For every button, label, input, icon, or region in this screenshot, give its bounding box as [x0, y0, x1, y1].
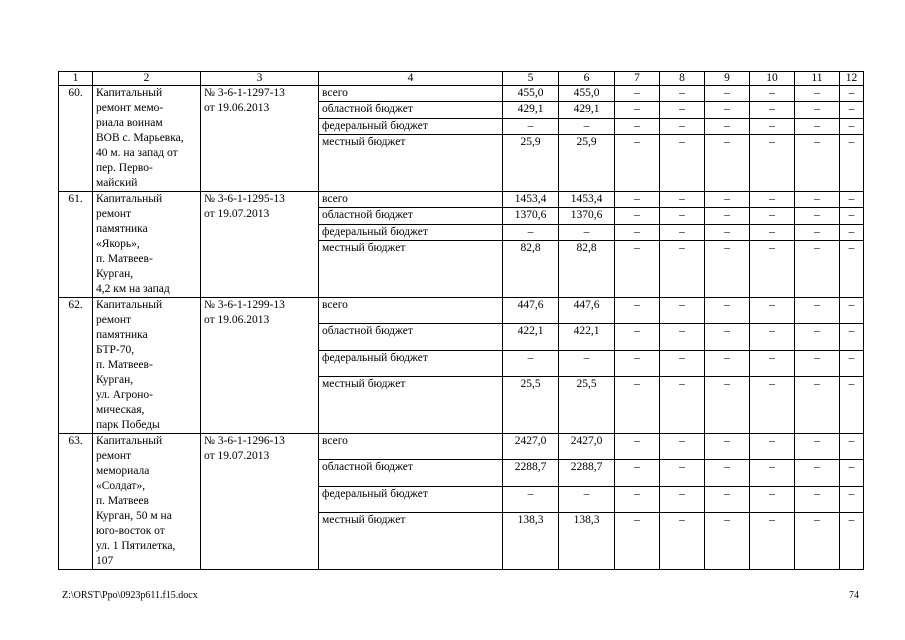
dash-cell: – — [750, 486, 795, 512]
amount-cell: 1370,6 — [559, 208, 615, 224]
dash-cell: – — [660, 513, 705, 570]
dash-cell: – — [615, 192, 660, 208]
amount-cell: 25,9 — [559, 135, 615, 192]
dash-cell: – — [705, 350, 750, 376]
dash-cell: – — [795, 377, 840, 434]
dash-cell: – — [795, 118, 840, 134]
dash-cell: – — [840, 377, 864, 434]
col-header: 8 — [660, 72, 705, 86]
dash-cell: – — [705, 102, 750, 118]
col-header: 4 — [319, 72, 503, 86]
amount-cell: 429,1 — [503, 102, 559, 118]
budget-label: областной бюджет — [319, 102, 503, 118]
amount-cell: – — [559, 486, 615, 512]
dash-cell: – — [705, 460, 750, 486]
budget-label: областной бюджет — [319, 324, 503, 350]
amount-cell: 422,1 — [503, 324, 559, 350]
dash-cell: – — [615, 486, 660, 512]
page-number: 74 — [849, 590, 859, 601]
dash-cell: – — [840, 324, 864, 350]
dash-cell: – — [705, 135, 750, 192]
amount-cell: 25,9 — [503, 135, 559, 192]
dash-cell: – — [795, 102, 840, 118]
amount-cell: 82,8 — [503, 241, 559, 298]
col-header: 10 — [750, 72, 795, 86]
amount-cell: 1453,4 — [503, 192, 559, 208]
dash-cell: – — [660, 102, 705, 118]
table-row — [59, 192, 864, 208]
amount-cell: – — [559, 350, 615, 376]
dash-cell: – — [615, 86, 660, 102]
dash-cell: – — [795, 324, 840, 350]
dash-cell: – — [660, 460, 705, 486]
dash-cell: – — [660, 377, 705, 434]
budget-label: всего — [319, 86, 503, 102]
dash-cell: – — [705, 86, 750, 102]
dash-cell: – — [660, 434, 705, 460]
dash-cell: – — [615, 434, 660, 460]
amount-cell: 2427,0 — [559, 434, 615, 460]
dash-cell: – — [660, 298, 705, 324]
header-row — [59, 72, 864, 86]
dash-cell: – — [795, 350, 840, 376]
col-header: 3 — [201, 72, 319, 86]
amount-cell: 2427,0 — [503, 434, 559, 460]
footer-file-path: Z:\ORST\Ppo\0923p611.f15.docx — [62, 590, 198, 601]
dash-cell: – — [660, 192, 705, 208]
dash-cell: – — [750, 118, 795, 134]
dash-cell: – — [750, 324, 795, 350]
document-reference: № 3-6-1-1296-13 от 19.07.2013 — [201, 434, 319, 570]
dash-cell: – — [840, 224, 864, 240]
dash-cell: – — [795, 298, 840, 324]
amount-cell: 422,1 — [559, 324, 615, 350]
dash-cell: – — [660, 486, 705, 512]
dash-cell: – — [615, 118, 660, 134]
dash-cell: – — [840, 192, 864, 208]
dash-cell: – — [750, 377, 795, 434]
dash-cell: – — [795, 513, 840, 570]
dash-cell: – — [795, 434, 840, 460]
amount-cell: 1370,6 — [503, 208, 559, 224]
budget-label: всего — [319, 192, 503, 208]
dash-cell: – — [615, 102, 660, 118]
dash-cell: – — [840, 298, 864, 324]
dash-cell: – — [615, 377, 660, 434]
dash-cell: – — [840, 135, 864, 192]
col-header: 1 — [59, 72, 93, 86]
dash-cell: – — [660, 135, 705, 192]
budget-label: местный бюджет — [319, 513, 503, 570]
dash-cell: – — [660, 224, 705, 240]
amount-cell: 25,5 — [503, 377, 559, 434]
amount-cell: 2288,7 — [559, 460, 615, 486]
dash-cell: – — [705, 486, 750, 512]
dash-cell: – — [705, 377, 750, 434]
dash-cell: – — [615, 324, 660, 350]
table-row — [59, 434, 864, 460]
dash-cell: – — [705, 224, 750, 240]
dash-cell: – — [705, 513, 750, 570]
dash-cell: – — [705, 434, 750, 460]
dash-cell: – — [750, 298, 795, 324]
dash-cell: – — [750, 135, 795, 192]
dash-cell: – — [795, 135, 840, 192]
budget-table — [58, 71, 864, 570]
dash-cell: – — [615, 241, 660, 298]
row-number: 61. — [59, 192, 93, 298]
document-reference: № 3-6-1-1295-13 от 19.07.2013 — [201, 192, 319, 298]
budget-label: федеральный бюджет — [319, 224, 503, 240]
dash-cell: – — [705, 118, 750, 134]
budget-label: федеральный бюджет — [319, 350, 503, 376]
dash-cell: – — [750, 434, 795, 460]
dash-cell: – — [840, 118, 864, 134]
row-number: 62. — [59, 298, 93, 434]
dash-cell: – — [750, 86, 795, 102]
amount-cell: 455,0 — [503, 86, 559, 102]
budget-label: всего — [319, 434, 503, 460]
budget-label: федеральный бюджет — [319, 486, 503, 512]
document-reference: № 3-6-1-1299-13 от 19.06.2013 — [201, 298, 319, 434]
row-number: 60. — [59, 86, 93, 192]
amount-cell: 138,3 — [503, 513, 559, 570]
dash-cell: – — [795, 486, 840, 512]
object-name: Капитальный ремонт памятника БТР-70, п. Матвеев- Курган, ул. Агроно- мическая, парк Победы — [93, 298, 201, 434]
col-header: 7 — [615, 72, 660, 86]
dash-cell: – — [660, 208, 705, 224]
dash-cell: – — [615, 135, 660, 192]
dash-cell: – — [750, 460, 795, 486]
amount-cell: 447,6 — [559, 298, 615, 324]
dash-cell: – — [795, 86, 840, 102]
object-name: Капитальный ремонт памятника «Якорь», п. Матвеев- Курган, 4,2 км на запад — [93, 192, 201, 298]
table-row — [59, 298, 864, 324]
dash-cell: – — [750, 102, 795, 118]
col-header: 5 — [503, 72, 559, 86]
dash-cell: – — [840, 350, 864, 376]
amount-cell: 138,3 — [559, 513, 615, 570]
dash-cell: – — [795, 224, 840, 240]
dash-cell: – — [750, 241, 795, 298]
budget-label: местный бюджет — [319, 135, 503, 192]
dash-cell: – — [615, 350, 660, 376]
dash-cell: – — [840, 513, 864, 570]
document-reference: № 3-6-1-1297-13 от 19.06.2013 — [201, 86, 319, 192]
amount-cell: – — [503, 224, 559, 240]
dash-cell: – — [615, 513, 660, 570]
dash-cell: – — [840, 208, 864, 224]
amount-cell: 2288,7 — [503, 460, 559, 486]
dash-cell: – — [660, 118, 705, 134]
col-header: 6 — [559, 72, 615, 86]
amount-cell: 447,6 — [503, 298, 559, 324]
dash-cell: – — [615, 224, 660, 240]
amount-cell: 82,8 — [559, 241, 615, 298]
amount-cell: – — [503, 486, 559, 512]
row-number: 63. — [59, 434, 93, 570]
dash-cell: – — [705, 208, 750, 224]
dash-cell: – — [750, 224, 795, 240]
dash-cell: – — [750, 513, 795, 570]
dash-cell: – — [750, 350, 795, 376]
amount-cell: – — [559, 224, 615, 240]
budget-label: областной бюджет — [319, 460, 503, 486]
amount-cell: – — [503, 350, 559, 376]
object-name: Капитальный ремонт мемо- риала воинам ВОВ с. Марьевка, 40 м. на запад от пер. Перво- майский — [93, 86, 201, 192]
dash-cell: – — [615, 208, 660, 224]
dash-cell: – — [840, 434, 864, 460]
budget-label: местный бюджет — [319, 377, 503, 434]
col-header: 12 — [840, 72, 864, 86]
dash-cell: – — [795, 241, 840, 298]
dash-cell: – — [705, 324, 750, 350]
amount-cell: 429,1 — [559, 102, 615, 118]
amount-cell: – — [559, 118, 615, 134]
budget-label: федеральный бюджет — [319, 118, 503, 134]
col-header: 11 — [795, 72, 840, 86]
dash-cell: – — [615, 298, 660, 324]
dash-cell: – — [840, 460, 864, 486]
dash-cell: – — [660, 241, 705, 298]
budget-label: местный бюджет — [319, 241, 503, 298]
dash-cell: – — [840, 241, 864, 298]
dash-cell: – — [795, 192, 840, 208]
table-row — [59, 86, 864, 102]
dash-cell: – — [705, 241, 750, 298]
dash-cell: – — [840, 86, 864, 102]
dash-cell: – — [795, 208, 840, 224]
amount-cell: 1453,4 — [559, 192, 615, 208]
budget-label: всего — [319, 298, 503, 324]
amount-cell: 455,0 — [559, 86, 615, 102]
amount-cell: – — [503, 118, 559, 134]
dash-cell: – — [705, 192, 750, 208]
dash-cell: – — [840, 486, 864, 512]
col-header: 9 — [705, 72, 750, 86]
dash-cell: – — [840, 102, 864, 118]
dash-cell: – — [705, 298, 750, 324]
dash-cell: – — [795, 460, 840, 486]
dash-cell: – — [750, 192, 795, 208]
dash-cell: – — [750, 208, 795, 224]
col-header: 2 — [93, 72, 201, 86]
object-name: Капитальный ремонт мемориала «Солдат», п. Матвеев Курган, 50 м на юго-восток от ул. 1 Пятилетка, 107 — [93, 434, 201, 570]
dash-cell: – — [660, 86, 705, 102]
dash-cell: – — [660, 324, 705, 350]
dash-cell: – — [615, 460, 660, 486]
budget-label: областной бюджет — [319, 208, 503, 224]
amount-cell: 25,5 — [559, 377, 615, 434]
dash-cell: – — [660, 350, 705, 376]
